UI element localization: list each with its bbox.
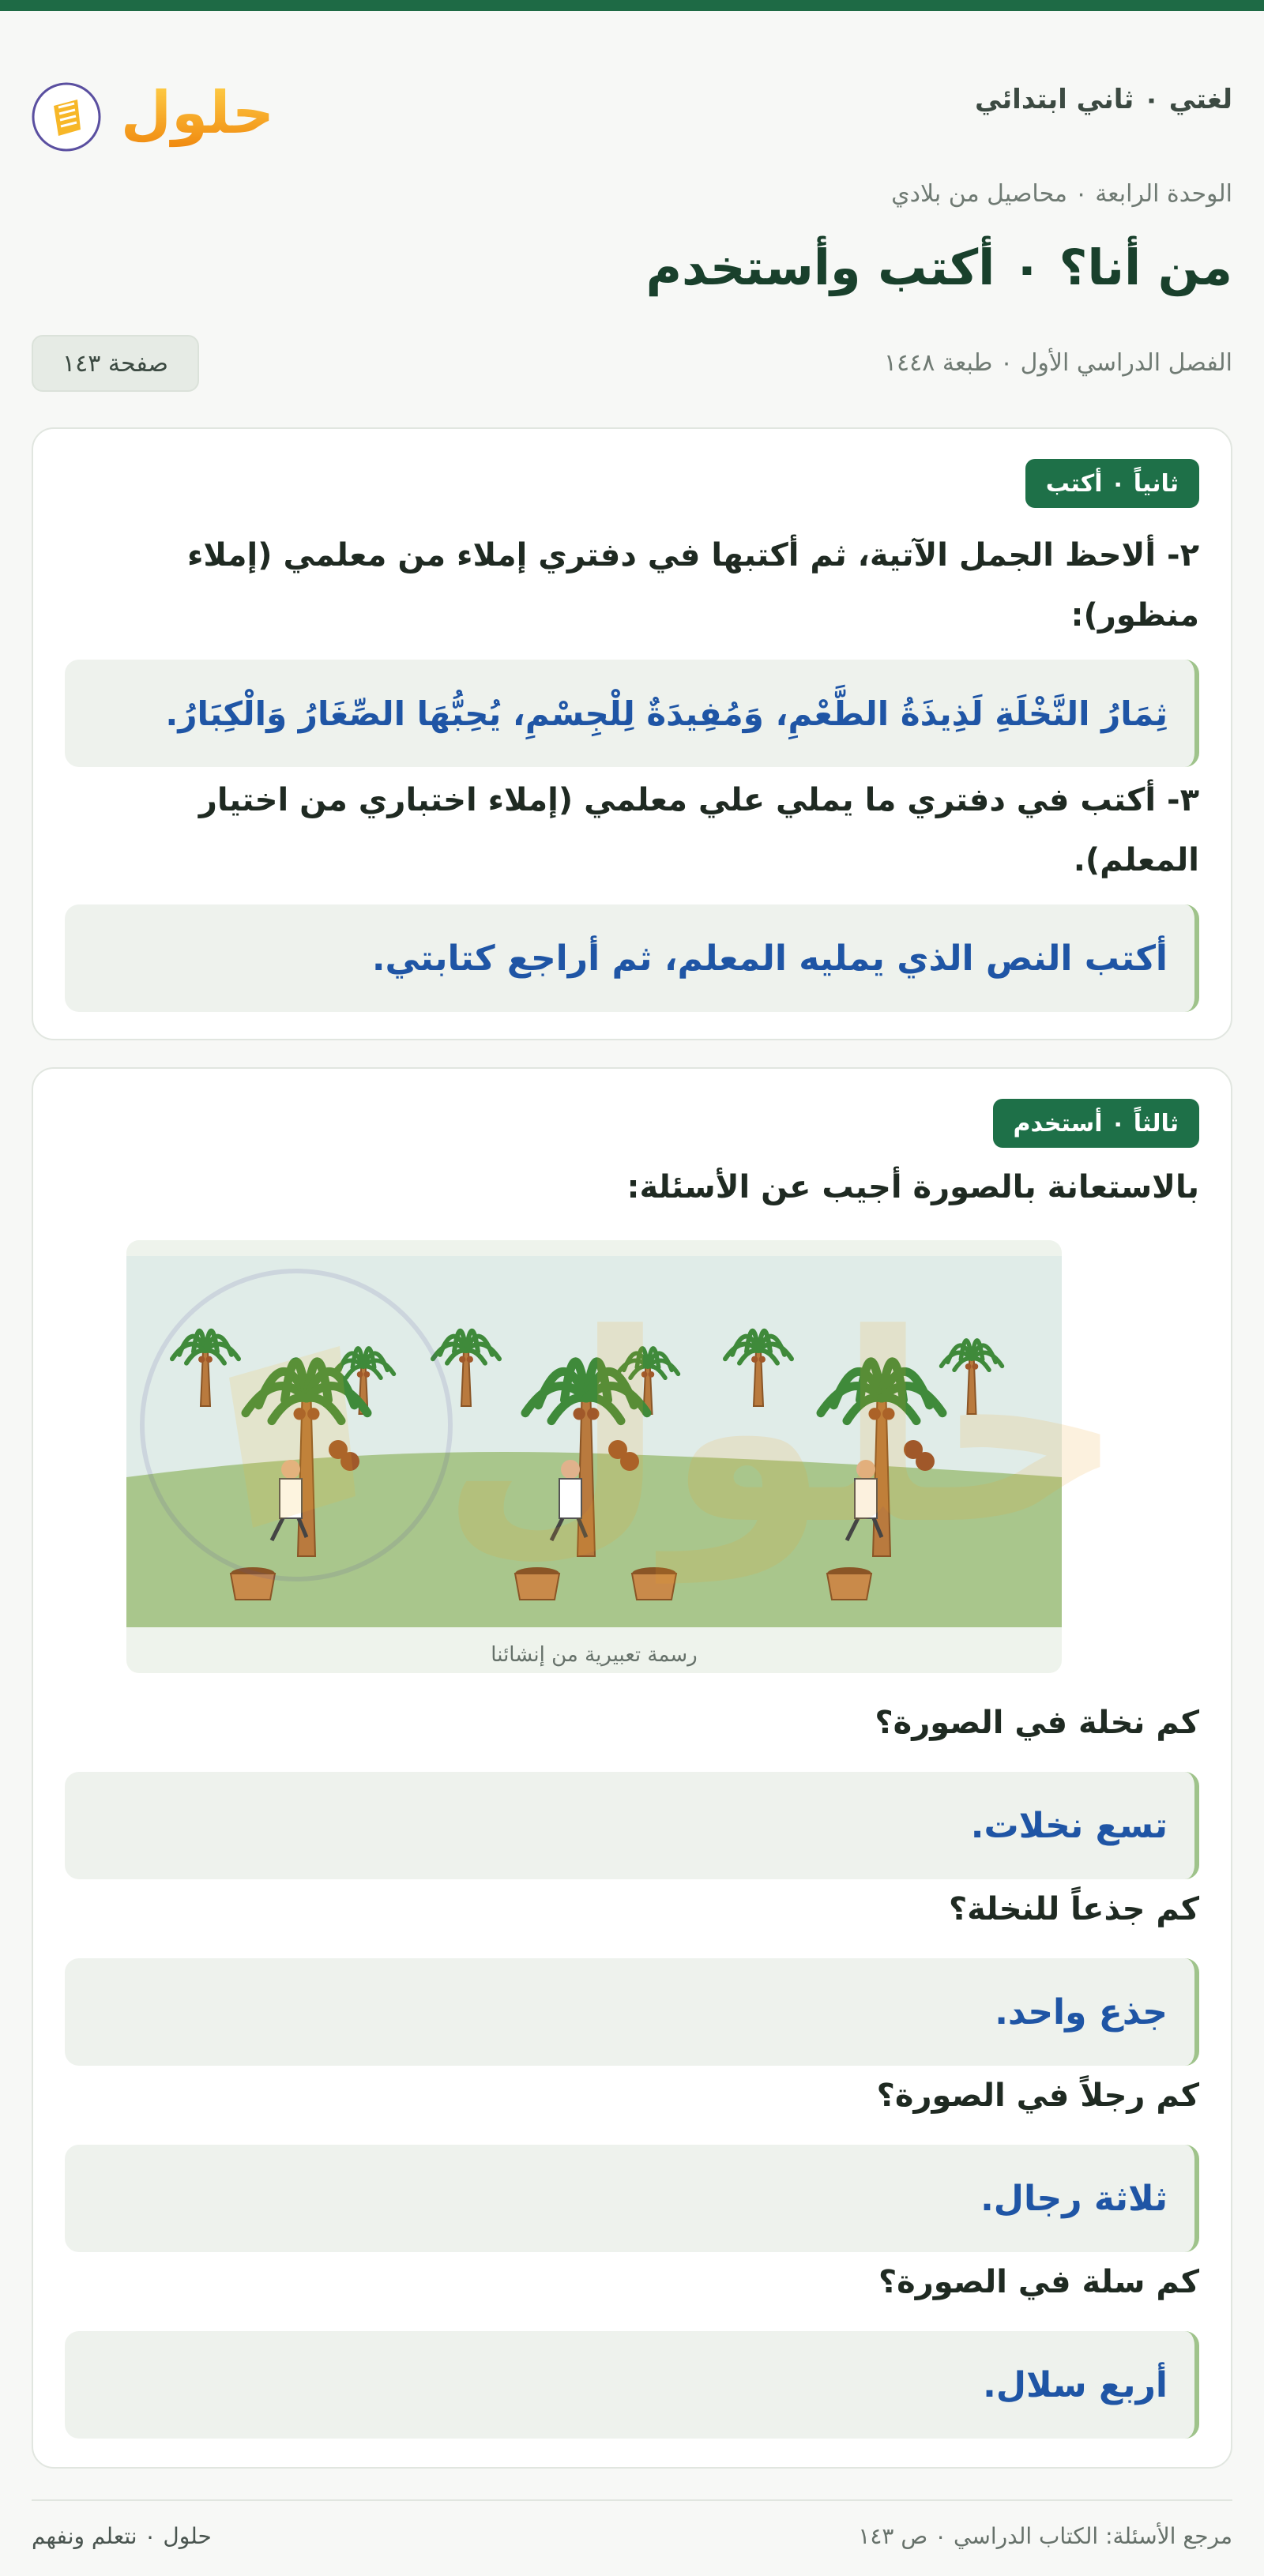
page-number-badge: صفحة ١٤٣	[32, 335, 199, 392]
basket	[632, 1567, 676, 1600]
semester-label: الفصل الدراسي الأول ٠ طبعة ١٤٤٨	[883, 349, 1232, 377]
answer-2-text: ثِمَارُ النَّخْلَةِ لَذِيذَةُ الطَّعْمِ، وَمُفِيدَةٌ لِلْجِسْمِ، يُحِبُّهَا الصِّغَارُ وَالْكِبَارُ.	[165, 694, 1168, 733]
answer-3-text: أكتب النص الذي يمليه المعلم، ثم أراجع كتابتي.	[371, 938, 1168, 979]
illustration-caption: رسمة تعبيرية من إنشائنا	[491, 1643, 698, 1667]
logo-text: حلول	[120, 79, 275, 147]
footer	[32, 2499, 1232, 2563]
answer-trunk-text: جذع واحد.	[995, 1991, 1168, 2033]
section-badge-write: ثانياً ٠ أكتب	[1025, 459, 1199, 508]
answer-men-box	[65, 2145, 1199, 2252]
question-palms: كم نخلة في الصورة؟	[875, 1705, 1199, 1741]
question-2-text: ٢- ألاحظ الجمل الآتية، ثم أكتبها في دفتري إملاء من معلمي (إملاء منظور):	[186, 537, 1199, 634]
answer-3-box	[65, 904, 1199, 1012]
basket	[827, 1567, 871, 1600]
site-logo[interactable]	[32, 68, 275, 153]
answer-2-box	[65, 660, 1199, 767]
answer-baskets-box	[65, 2331, 1199, 2439]
question-trunk: كم جذعاً للنخلة؟	[948, 1891, 1199, 1927]
write-section-card	[32, 427, 1232, 1040]
palm-illustration	[126, 1240, 1062, 1673]
section-badge-use: ثالثاً ٠ أستخدم	[993, 1099, 1199, 1148]
breadcrumb: الوحدة الرابعة ٠ محاصيل من بلادي	[891, 180, 1232, 208]
use-section-card	[32, 1067, 1232, 2469]
meta-row	[32, 335, 1232, 393]
footer-reference: مرجع الأسئلة: الكتاب الدراسي ٠ ص ١٤٣	[858, 2523, 1232, 2549]
page-title: من أنا؟ ٠ أكتب وأستخدم	[645, 239, 1232, 296]
question-baskets: كم سلة في الصورة؟	[878, 2264, 1199, 2300]
question-men: كم رجلاً في الصورة؟	[876, 2078, 1199, 2114]
basket	[231, 1567, 275, 1600]
answer-palms-text: تسع نخلات.	[970, 1805, 1168, 1846]
question-3-text: ٣- أكتب في دفتري ما يملي علي معلمي (إملاء اختباري من اختيار المعلم).	[198, 782, 1199, 878]
page	[32, 11, 1232, 2549]
header	[32, 11, 1232, 188]
answer-baskets-text: أربع سلال.	[983, 2364, 1168, 2405]
series-label: لغتي ٠ ثاني ابتدائي	[975, 84, 1232, 115]
answer-trunk-box	[65, 1958, 1199, 2066]
answer-men-text: ثلاثة رجال.	[980, 2178, 1168, 2219]
logo-icon	[32, 68, 275, 153]
basket	[515, 1567, 559, 1600]
top-accent-bar	[0, 0, 1264, 11]
palm-scene-image	[126, 1240, 1062, 1673]
answer-palms-box	[65, 1772, 1199, 1879]
footer-brand: حلول ٠ نتعلم ونفهم	[32, 2523, 212, 2549]
intro-text: بالاستعانة بالصورة أجيب عن الأسئلة:	[626, 1169, 1199, 1205]
